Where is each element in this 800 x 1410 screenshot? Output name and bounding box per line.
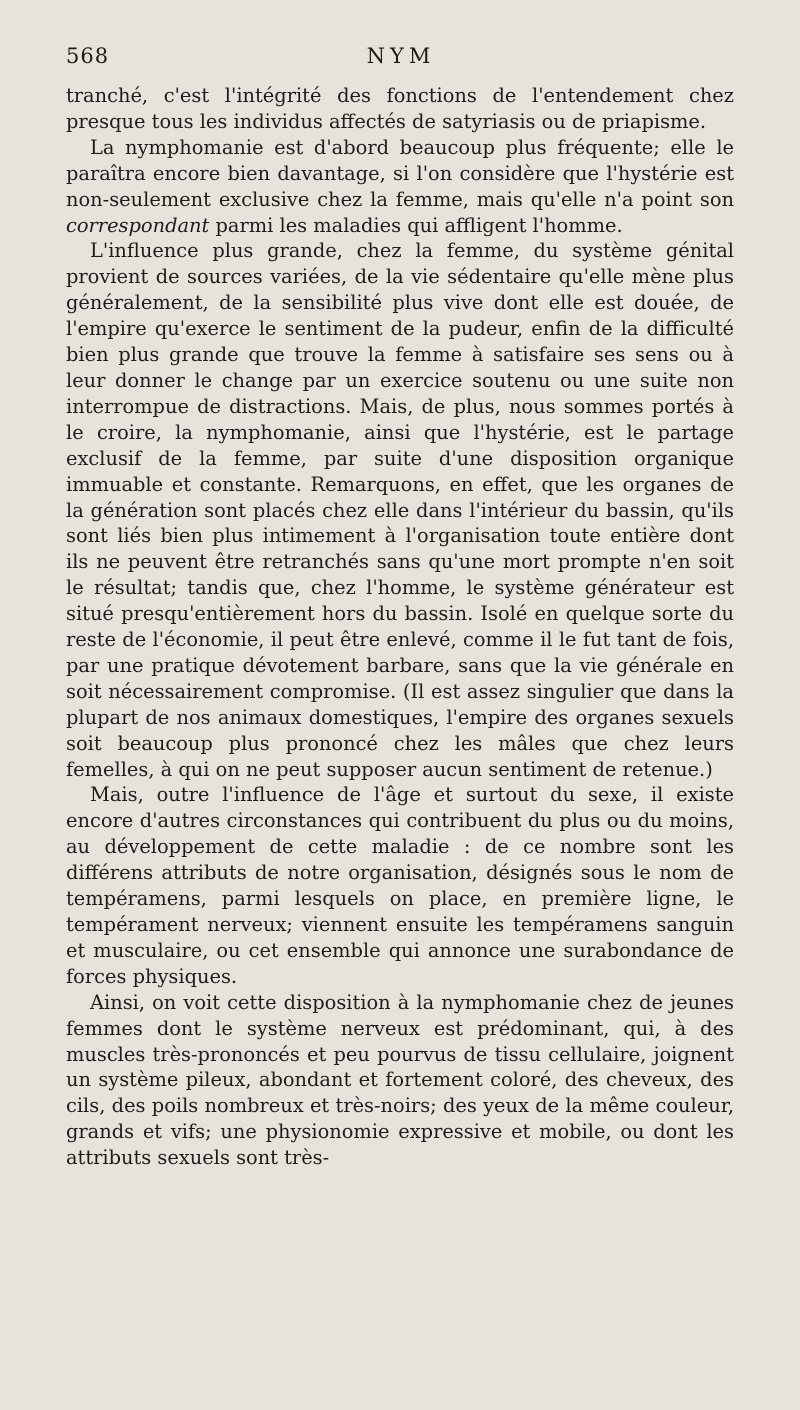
paragraph-4-text: Mais, outre l'influence de l'âge et surtout du sexe, il existe encore d'autres circonstances qui contribuent du plus ou du moins, au développement de cette maladie : de ce nombre sont les différens attributs de notre organisation, désignés sous le nom de tempéramens, parmi lesquels on place, en première ligne, le tempérament nerveux; viennent ensuite les tempéramens sanguin et musculaire, ou cet ensemble qui annonce une surabondance de forces physiques. — [66, 783, 734, 988]
paragraph-4 — [66, 782, 734, 989]
paragraph-2-text-start: La nymphomanie est d'abord beaucoup plus fréquente; elle le paraîtra encore bien davantage, si l'on considère que l'hystérie est non-seulement exclusive chez la femme, mais qu'elle n'a point son — [66, 135, 734, 211]
paragraph-3-text: L'influence plus grande, chez la femme, du système génital provient de sources variées, de la vie sédentaire qu'elle mène plus généralement, de la sensibilité plus vive dont elle est douée, de l'empire qu'exerce le sentiment de la pudeur, enfin de la difficulté bien plus grande que trouve la femme à satisfaire ses sens ou à leur donner le change par un exercice soutenu ou une suite non interrompue de distractions. Mais, de plus, nous sommes portés à le croire, la nymphomanie, ainsi que l'hystérie, est le partage exclusif de la femme, par suite d'une disposition organique immuable et constante. Remarquons, en effet, que les organes de la génération sont placés chez elle dans l'intérieur du bassin, qu'ils sont liés bien plus intimement à l'organisation toute entière dont ils ne peuvent être retranchés sans qu'une mort prompte n'en soit le résultat; tandis que, chez l'homme, le système générateur est situé presqu'entièrement hors du bassin. Isolé en quelque sorte du reste de l'économie, il peut être enlevé, comme il le fut tant de fois, par une pratique dévotement barbare, sans que la vie générale en soit nécessairement compromise. (Il est assez singulier que dans la plupart de nos animaux domestiques, l'empire des organes sexuels soit beaucoup plus prononcé chez les mâles que chez leurs femelles, à qui on ne peut supposer aucun sentiment de retenue.) — [66, 239, 734, 781]
page-header — [66, 44, 736, 78]
body-text — [66, 83, 734, 1171]
paragraph-3 — [66, 238, 734, 782]
paragraph-5 — [66, 990, 734, 1171]
paragraph-1-text: tranché, c'est l'intégrité des fonctions de l'entendement chez presque tous les individus affectés de satyriasis ou de priapisme. — [66, 84, 734, 133]
paragraph-2-emphasis: correspondant — [66, 213, 210, 237]
paragraph-2 — [66, 135, 734, 239]
paragraph-2-text-end: parmi les maladies qui affligent l'homme. — [209, 213, 623, 237]
paragraph-1 — [66, 83, 734, 135]
page-number: 568 — [66, 44, 110, 68]
paragraph-5-text: Ainsi, on voit cette disposition à la nymphomanie chez de jeunes femmes dont le système nerveux est prédominant, qui, à des muscles très-prononcés et peu pourvus de tissu cellulaire, joignent un système pileux, abondant et fortement coloré, des cheveux, des cils, des poils nombreux et très-noirs; des yeux de la même couleur, grands et vifs; une physionomie expressive et mobile, ou dont les attributs sexuels sont très- — [66, 990, 734, 1170]
running-head: NYM — [366, 44, 436, 68]
